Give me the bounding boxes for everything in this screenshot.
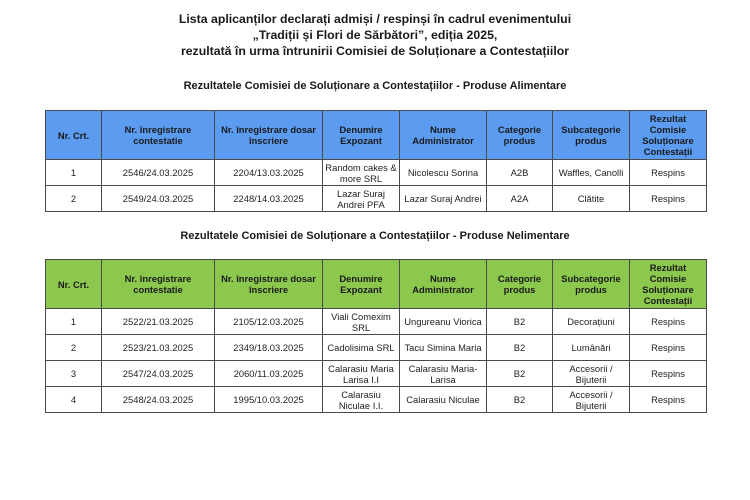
cell-rezultat: Respins	[630, 335, 707, 361]
cell-nr-inregistrare-dosar: 2349/18.03.2025	[215, 335, 323, 361]
cell-nr-inregistrare-contestatie: 2522/21.03.2025	[102, 309, 215, 335]
document-title	[0, 11, 750, 59]
column-header-nr-inregistrare-dosar: Nr. înregistrare dosar înscriere	[215, 260, 323, 309]
table1-header-row	[46, 111, 707, 160]
table-produse-nealimentare	[45, 259, 707, 413]
cell-nr-inregistrare-contestatie: 2549/24.03.2025	[102, 186, 215, 212]
cell-nume-administrator: Ungureanu Viorica	[400, 309, 487, 335]
table-row	[46, 387, 707, 413]
table-row	[46, 361, 707, 387]
cell-rezultat: Respins	[630, 387, 707, 413]
cell-subcategorie-produs: Accesorii / Bijuterii	[553, 361, 630, 387]
cell-nr-inregistrare-dosar: 1995/10.03.2025	[215, 387, 323, 413]
column-header-nr-inregistrare-contestatie: Nr. înregistrare contestatie	[102, 111, 215, 160]
cell-subcategorie-produs: Waffles, Canolli	[553, 160, 630, 186]
cell-rezultat: Respins	[630, 309, 707, 335]
column-header-subcategorie-produs: Subcategorie produs	[553, 260, 630, 309]
column-header-denumire-expozant: Denumire Expozant	[323, 111, 400, 160]
title-line-3: rezultată în urma întrunirii Comisiei de Soluționare a Contestațiilor	[180, 44, 570, 58]
cell-nr-crt: 1	[46, 309, 102, 335]
table1-title: Rezultatele Comisiei de Soluționare a Contestațiilor - Produse Alimentare	[183, 80, 567, 92]
title-line-2: „Tradiții și Flori de Sărbători”, ediția 2025,	[252, 28, 498, 42]
cell-nr-inregistrare-contestatie: 2523/21.03.2025	[102, 335, 215, 361]
table-row	[46, 309, 707, 335]
cell-rezultat: Respins	[630, 186, 707, 212]
cell-denumire-expozant: Cadolisima SRL	[323, 335, 400, 361]
cell-categorie-produs: B2	[487, 309, 553, 335]
column-header-nr-inregistrare-dosar: Nr. înregistrare dosar înscriere	[215, 111, 323, 160]
column-header-categorie-produs: Categorie produs	[487, 260, 553, 309]
cell-nume-administrator: Nicolescu Sorina	[400, 160, 487, 186]
title-line-1: Lista aplicanților declarați admiși / respinși în cadrul evenimentului	[178, 12, 572, 26]
column-header-denumire-expozant: Denumire Expozant	[323, 260, 400, 309]
cell-nr-inregistrare-contestatie: 2546/24.03.2025	[102, 160, 215, 186]
cell-denumire-expozant: Calarasiu Maria Larisa I.I	[323, 361, 400, 387]
table2-header-row	[46, 260, 707, 309]
column-header-nr-inregistrare-contestatie: Nr. înregistrare contestatie	[102, 260, 215, 309]
table-produse-alimentare	[45, 110, 707, 212]
cell-nume-administrator: Lazar Suraj Andrei	[400, 186, 487, 212]
cell-categorie-produs: B2	[487, 335, 553, 361]
column-header-rezultat: Rezultat Comisie Soluționare Contestații	[630, 260, 707, 309]
table2-title: Rezultatele Comisiei de Soluționare a Contestațiilor - Produse Nelimentare	[180, 230, 570, 242]
table-row	[46, 335, 707, 361]
cell-nr-inregistrare-contestatie: 2548/24.03.2025	[102, 387, 215, 413]
cell-subcategorie-produs: Accesorii / Bijuterii	[553, 387, 630, 413]
cell-nr-crt: 2	[46, 335, 102, 361]
cell-categorie-produs: A2B	[487, 160, 553, 186]
column-header-nr-crt: Nr. Crt.	[46, 111, 102, 160]
table2-body	[46, 309, 707, 413]
column-header-nume-administrator: Nume Administrator	[400, 260, 487, 309]
cell-denumire-expozant: Calarasiu Niculae I.I.	[323, 387, 400, 413]
cell-categorie-produs: A2A	[487, 186, 553, 212]
column-header-nr-crt: Nr. Crt.	[46, 260, 102, 309]
cell-rezultat: Respins	[630, 361, 707, 387]
column-header-nume-administrator: Nume Administrator	[400, 111, 487, 160]
cell-denumire-expozant: Viali Comexim SRL	[323, 309, 400, 335]
cell-categorie-produs: B2	[487, 361, 553, 387]
cell-nr-crt: 2	[46, 186, 102, 212]
cell-categorie-produs: B2	[487, 387, 553, 413]
cell-subcategorie-produs: Decorațiuni	[553, 309, 630, 335]
cell-nr-inregistrare-dosar: 2105/12.03.2025	[215, 309, 323, 335]
column-header-subcategorie-produs: Subcategorie produs	[553, 111, 630, 160]
cell-nume-administrator: Tacu Simina Maria	[400, 335, 487, 361]
cell-subcategorie-produs: Clătite	[553, 186, 630, 212]
cell-subcategorie-produs: Lumânări	[553, 335, 630, 361]
cell-denumire-expozant: Lazar Suraj Andrei PFA	[323, 186, 400, 212]
cell-denumire-expozant: Random cakes & more SRL	[323, 160, 400, 186]
table-row	[46, 186, 707, 212]
table-row	[46, 160, 707, 186]
table1-body	[46, 160, 707, 212]
column-header-categorie-produs: Categorie produs	[487, 111, 553, 160]
cell-nr-crt: 3	[46, 361, 102, 387]
cell-nr-inregistrare-dosar: 2060/11.03.2025	[215, 361, 323, 387]
column-header-rezultat: Rezultat Comisie Soluționare Contestații	[630, 111, 707, 160]
cell-rezultat: Respins	[630, 160, 707, 186]
cell-nume-administrator: Calarasiu Niculae	[400, 387, 487, 413]
cell-nr-inregistrare-dosar: 2204/13.03.2025	[215, 160, 323, 186]
cell-nr-inregistrare-contestatie: 2547/24.03.2025	[102, 361, 215, 387]
cell-nr-inregistrare-dosar: 2248/14.03.2025	[215, 186, 323, 212]
cell-nr-crt: 1	[46, 160, 102, 186]
cell-nume-administrator: Calarasiu Maria-Larisa	[400, 361, 487, 387]
cell-nr-crt: 4	[46, 387, 102, 413]
